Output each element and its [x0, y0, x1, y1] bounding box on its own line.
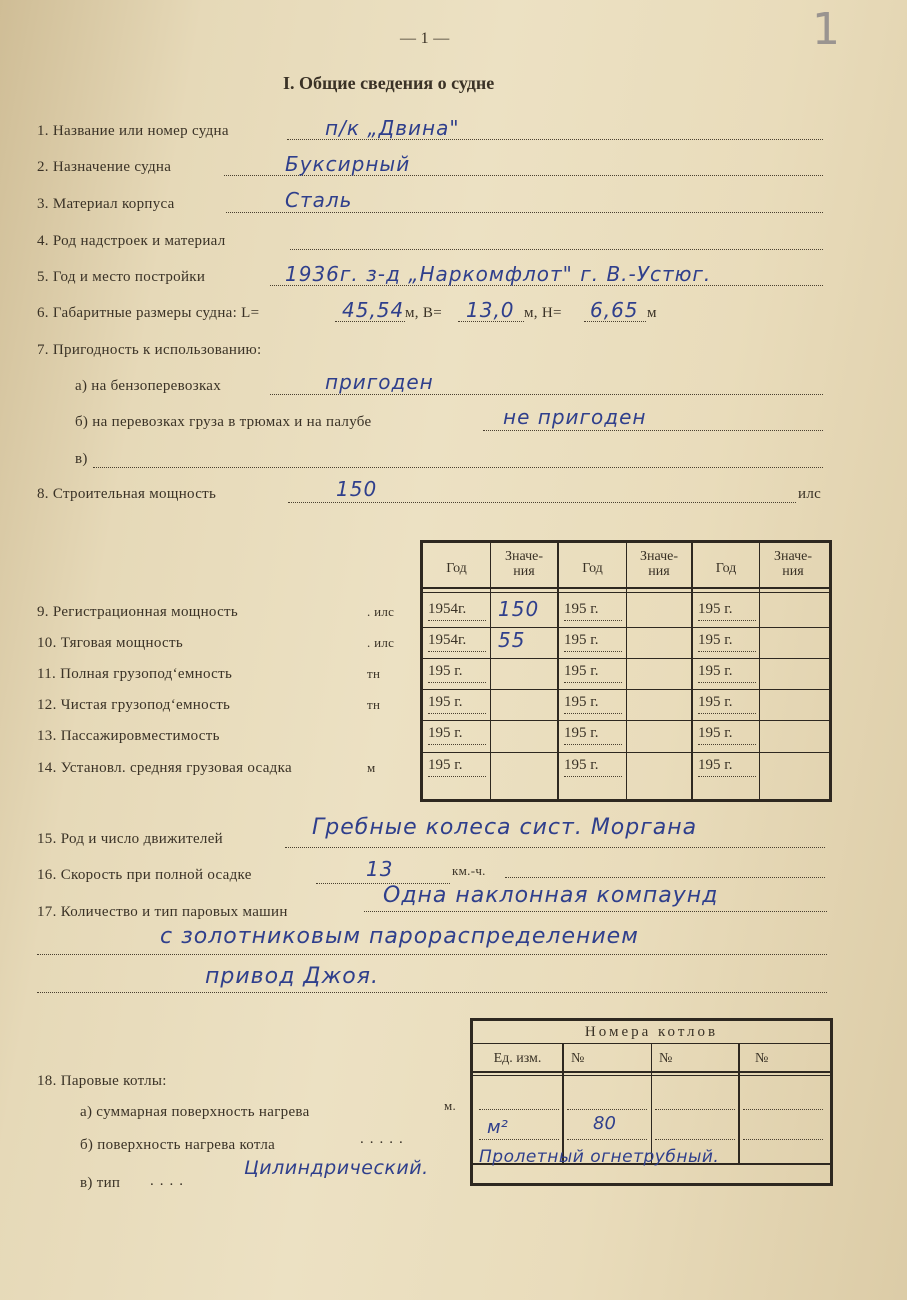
section-title: I. Общие сведения о судне — [283, 73, 495, 93]
field-6-unit-3: м — [647, 305, 657, 321]
row-12-year-3: 195 г. — [698, 694, 733, 710]
field-17-value-3: привод Джоя. — [205, 964, 379, 989]
boiler-table-title: Номера котлов — [584, 1024, 719, 1040]
row-14-label: 14. Установл. средняя грузовая осадка — [37, 760, 292, 776]
power-row-divider — [423, 752, 829, 753]
field-18a-label: а) суммарная поверхность нагрева — [80, 1104, 310, 1120]
power-header-year-2: Год — [582, 561, 603, 576]
boiler-area-value: 80 — [593, 1113, 616, 1134]
row-14-year-3: 195 г. — [698, 757, 733, 773]
field-18b-label: б) поверхность нагрева котла — [80, 1137, 276, 1153]
field-6-unit-1: м, B= — [405, 305, 442, 321]
row-11-year-2: 195 г. — [564, 663, 599, 679]
row-10-year-2: 195 г. — [564, 632, 599, 648]
field-7a-line — [270, 394, 823, 395]
row-13-year-2: 195 г. — [564, 725, 599, 741]
field-6-L-value: 45,54 — [342, 298, 405, 322]
row-10-value-1: 55 — [498, 628, 526, 652]
field-7-label: 7. Пригодность к использованию: — [37, 342, 262, 358]
boiler-col-no-3: № — [755, 1051, 769, 1066]
field-7b-value: не пригоден — [503, 405, 647, 429]
row-12-label: 12. Чистая грузопод‘емность — [37, 697, 231, 713]
field-6-unit-2: м, H= — [524, 305, 562, 321]
field-7c-line — [93, 467, 823, 468]
row-10-year-1: 1954г. — [428, 632, 467, 648]
row-9-unit: . илс — [367, 604, 395, 619]
field-18a-unit: м. — [444, 1098, 457, 1113]
field-7a-value: пригоден — [325, 370, 434, 394]
row-9-year-3: 195 г. — [698, 601, 733, 617]
field-8-label: 8. Строительная мощность — [37, 486, 217, 502]
row-9-year-2: 195 г. — [564, 601, 599, 617]
row-9-label: 9. Регистрационная мощность — [37, 604, 239, 620]
power-header-value-2: Значе- ния — [639, 549, 679, 579]
power-header-year-1: Год — [446, 561, 467, 576]
field-7b-line — [483, 430, 823, 431]
boiler-type-value: Пролетный огнетрубный. — [479, 1147, 720, 1167]
field-18c-value: Цилиндрический. — [244, 1157, 429, 1179]
field-6-H-value: 6,65 — [590, 298, 639, 322]
power-row-divider — [423, 658, 829, 659]
field-2-label: 2. Назначение судна — [37, 159, 172, 175]
field-18-label: 18. Паровые котлы: — [37, 1073, 167, 1089]
power-header-value-1: Значе- ния — [504, 549, 544, 579]
field-18c-leader: .... — [150, 1173, 189, 1189]
row-9-value-1: 150 — [498, 597, 540, 621]
field-17-line-1 — [364, 911, 827, 912]
field-6-label: 6. Габаритные размеры судна: L= — [37, 305, 260, 321]
row-12-year-1: 195 г. — [428, 694, 463, 710]
corner-page-number: 1 — [812, 4, 841, 55]
row-11-unit: тн — [367, 666, 381, 681]
field-8-line — [288, 502, 796, 503]
row-10-unit: . илс — [367, 635, 395, 650]
row-9-year-1: 1954г. — [428, 601, 467, 617]
field-15-value: Гребные колеса сист. Моргана — [312, 815, 698, 840]
boiler-table — [470, 1018, 833, 1186]
field-17-value-1: Одна наклонная компаунд — [383, 883, 719, 908]
boiler-col-no-2: № — [659, 1051, 673, 1066]
power-header-year-3: Год — [715, 561, 737, 576]
power-row-divider — [423, 689, 829, 690]
field-3-label: 3. Материал корпуса — [37, 196, 175, 212]
power-row-divider — [423, 627, 829, 628]
field-15-label: 15. Род и число движителей — [37, 831, 223, 847]
field-16-value: 13 — [366, 857, 394, 881]
power-header-value-3: Значе- ния — [773, 549, 813, 579]
row-10-label: 10. Тяговая мощность — [37, 635, 183, 651]
field-1-value: п/к „Двина" — [325, 116, 460, 140]
row-13-label: 13. Пассажировместимость — [37, 728, 220, 744]
field-2-value: Буксирный — [285, 152, 411, 176]
field-3-line — [226, 212, 823, 213]
field-4-line — [290, 249, 823, 250]
field-3-value: Сталь — [285, 188, 353, 212]
field-17-line-3 — [37, 992, 827, 993]
row-10-year-3: 195 г. — [698, 632, 733, 648]
row-12-unit: тн — [367, 697, 381, 712]
row-11-year-1: 195 г. — [428, 663, 463, 679]
row-14-unit: м — [367, 760, 376, 775]
field-8-value: 150 — [336, 477, 378, 501]
boiler-unit-value: м² — [487, 1117, 508, 1138]
boiler-col-unit: Ед. изм. — [493, 1051, 542, 1066]
field-8-unit: илс — [798, 486, 822, 502]
field-16-label: 16. Скорость при полной осадке — [37, 867, 252, 883]
field-18c-label: в) тип — [80, 1175, 121, 1191]
field-7a-label: а) на бензоперевозках — [75, 378, 222, 394]
field-6-B-value: 13,0 — [466, 298, 515, 322]
field-7c-label: в) — [75, 451, 88, 467]
field-18b-leader: ..... — [360, 1131, 409, 1147]
row-11-label: 11. Полная грузопод‘емность — [37, 666, 233, 682]
field-5-value: 1936г. з-д „Наркомфлот" г. В.-Устюг. — [285, 262, 712, 286]
field-7b-label: б) на перевозках груза в трюмах и на палубе — [75, 414, 372, 430]
row-14-year-1: 195 г. — [428, 757, 463, 773]
row-12-year-2: 195 г. — [564, 694, 599, 710]
field-15-line — [285, 847, 825, 848]
field-17-label: 17. Количество и тип паровых машин — [37, 904, 288, 920]
field-16-unit: км.-ч. — [452, 863, 486, 878]
power-table — [420, 540, 832, 802]
row-14-year-2: 195 г. — [564, 757, 599, 773]
row-11-year-3: 195 г. — [698, 663, 733, 679]
row-13-year-1: 195 г. — [428, 725, 463, 741]
field-17-value-2: с золотниковым парораспределением — [160, 924, 639, 949]
row-13-year-3: 195 г. — [698, 725, 733, 741]
boiler-col-no-1: № — [571, 1051, 585, 1066]
page-number: — 1 — — [400, 30, 450, 47]
field-17-line-2 — [37, 954, 827, 955]
field-1-label: 1. Название или номер судна — [37, 123, 229, 139]
power-row-divider — [423, 720, 829, 721]
field-16-line-2 — [505, 877, 825, 878]
field-5-label: 5. Год и место постройки — [37, 269, 206, 285]
field-4-label: 4. Род надстроек и материал — [37, 233, 226, 249]
